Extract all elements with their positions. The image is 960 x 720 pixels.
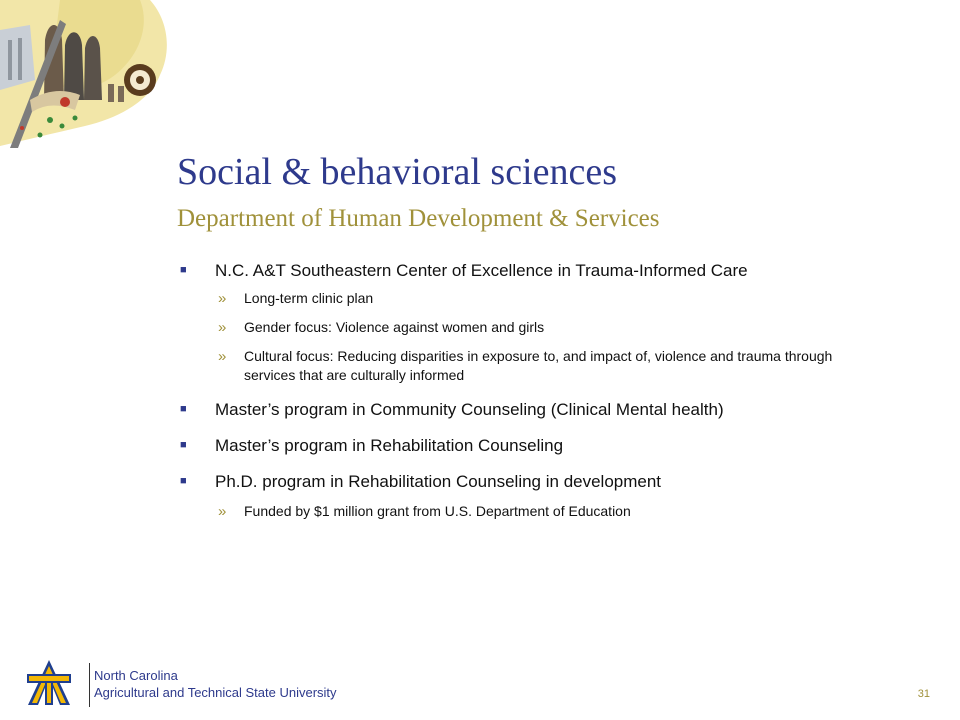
page-number: 31 [917, 688, 930, 700]
corner-illustration [0, 0, 175, 148]
square-bullet-icon: ■ [180, 475, 187, 487]
bullet-item [178, 395, 878, 424]
footer-university-name [94, 667, 337, 701]
bullet-item [178, 431, 878, 460]
sub-bullet-item [178, 347, 878, 385]
slide-subtitle: Department of Human Development & Services [177, 205, 660, 232]
bullet-text: Master’s program in Rehabilitation Counseling [215, 436, 564, 455]
aggie-logo-icon [24, 658, 74, 708]
sub-bullet-text: Long-term clinic plan [244, 290, 374, 306]
guillemet-icon: » [218, 348, 227, 365]
bullet-list [178, 256, 878, 521]
footer-line-1: North Carolina [94, 668, 178, 683]
square-bullet-icon: ■ [180, 439, 187, 451]
footer-divider [89, 663, 90, 707]
sub-bullet-item [178, 289, 878, 308]
slide-title: Social & behavioral sciences [177, 151, 618, 193]
square-bullet-icon: ■ [180, 403, 187, 415]
bullet-text: Ph.D. program in Rehabilitation Counseling in development [215, 472, 662, 491]
sub-bullet-text: Gender focus: Violence against women and girls [244, 319, 545, 335]
bullet-text: Master’s program in Community Counseling (Clinical Mental health) [215, 400, 724, 419]
bullet-text: N.C. A&T Southeastern Center of Excellence in Trauma-Informed Care [215, 261, 748, 280]
sub-bullet-text: Cultural focus: Reducing disparities in exposure to, and impact of, violence and trauma through services that are culturally informed [244, 348, 833, 383]
bullet-item [178, 256, 878, 285]
footer-line-2: Agricultural and Technical State University [94, 685, 337, 700]
sub-bullet-text: Funded by $1 million grant from U.S. Department of Education [244, 503, 631, 519]
sub-bullet-item [178, 502, 878, 521]
guillemet-icon: » [218, 503, 227, 520]
sub-bullet-item [178, 318, 878, 337]
square-bullet-icon: ■ [180, 264, 187, 276]
bullet-item [178, 467, 878, 496]
guillemet-icon: » [218, 319, 227, 336]
guillemet-icon: » [218, 290, 227, 307]
